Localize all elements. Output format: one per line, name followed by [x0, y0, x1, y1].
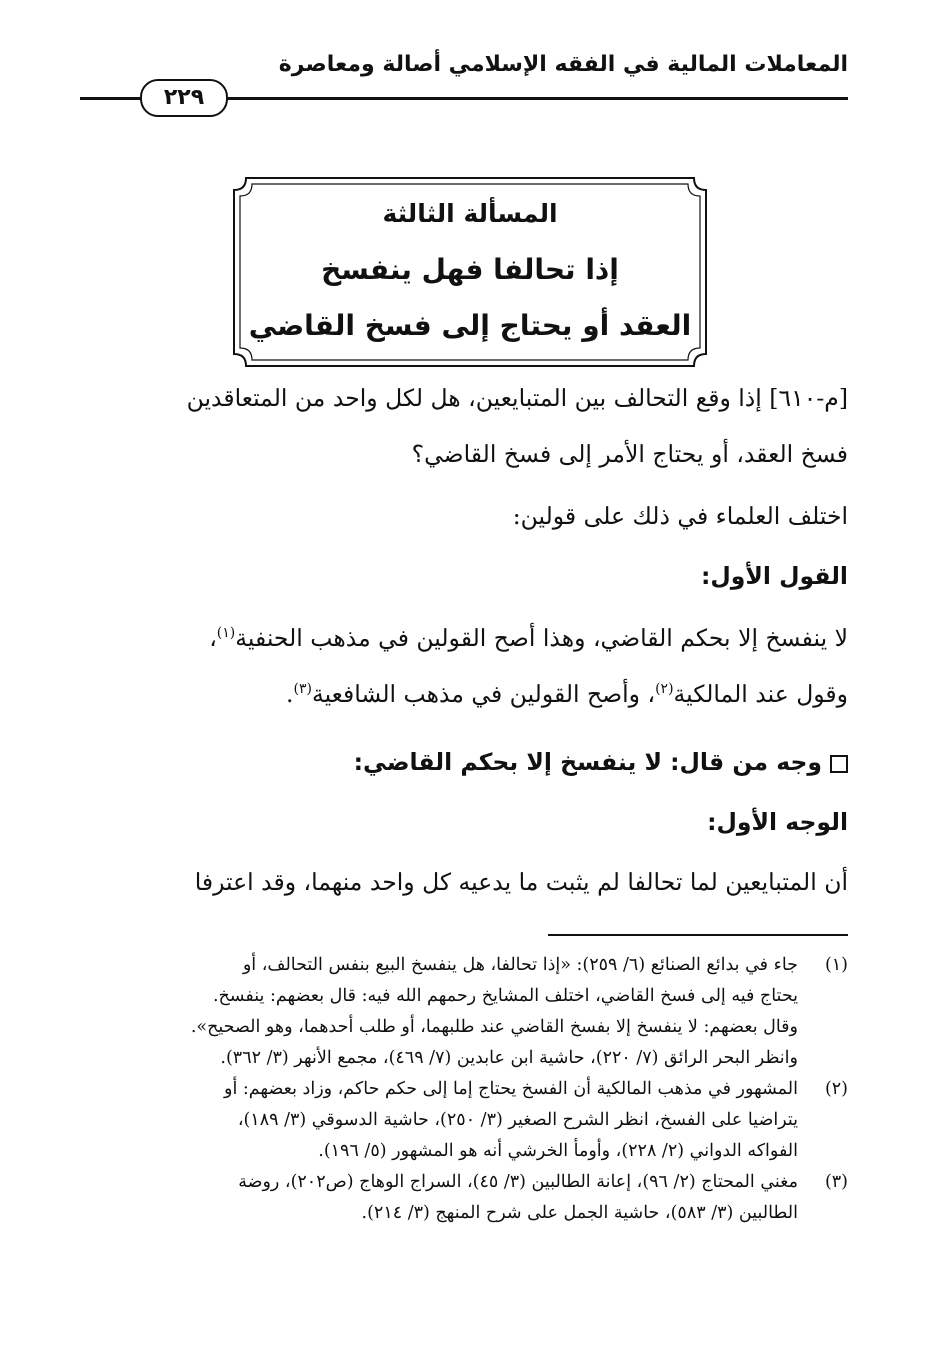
- p3-line-1-text: لا ينفسخ إلا بحكم القاضي، وهذا أصح القولين في مذهب الحنفية: [235, 624, 848, 652]
- p3-line-2-text-a: وقول عند المالكية: [673, 680, 848, 708]
- footnote-line: الفواكه الدواني (٢/ ٢٢٨)، وأومأ الخرشي أنه هو المشهور (٥/ ١٩٦).: [318, 1141, 798, 1161]
- title-line-2: إذا تحالفا فهل ينفسخ: [321, 253, 619, 286]
- running-title: المعاملات المالية في الفقه الإسلامي أصالة ومعاصرة: [278, 52, 848, 77]
- footnote-line: المشهور في مذهب المالكية أن الفسخ يحتاج إما إلى حكم حاكم، وزاد بعضهم: أو: [224, 1079, 798, 1099]
- title-line-3: العقد أو يحتاج إلى فسخ القاضي: [248, 309, 692, 342]
- p3-line-2-text-b: ، وأصح القولين في مذهب الشافعية: [311, 680, 656, 708]
- square-bullet-icon: [830, 755, 848, 773]
- footnote-line: وقال بعضهم: لا ينفسخ إلا بفسخ القاضي عند طلبهما، أو طلب أحدهما، وهو الصحيح».: [190, 1017, 798, 1037]
- title-line-1: المسألة الثالثة: [382, 199, 558, 228]
- footnote-separator: [548, 934, 848, 936]
- p3-line-2-end: .: [286, 680, 294, 708]
- paragraph-2: اختلف العلماء في ذلك على قولين:: [512, 502, 848, 530]
- footnote-ref-3: (٣): [293, 681, 312, 698]
- footnote-line: الطالبين (٣/ ٥٨٣)، حاشية الجمل على شرح المنهج (٣/ ٢١٤).: [361, 1203, 798, 1223]
- first-opinion-heading: القول الأول:: [700, 562, 848, 590]
- p3-line-1-end: ،: [209, 624, 217, 652]
- footnote-line: يتراضيا على الفسخ، انظر الشرح الصغير (٣/ ٢٥٠)، حاشية الدسوقي (٣/ ١٨٩)،: [237, 1110, 798, 1130]
- footnote-2: [76, 1074, 848, 1167]
- reason-heading-text: وجه من قال: لا ينفسخ إلا بحكم القاضي:: [353, 748, 822, 776]
- paragraph-1-line-1: [م-٦١٠] إذا وقع التحالف بين المتبايعين، هل لكل واحد من المتعاقدين: [186, 384, 848, 412]
- page-number: ٢٢٩: [140, 79, 228, 117]
- footnote-ref-2: (٢): [655, 681, 674, 698]
- footnote-line: مغني المحتاج (٢/ ٩٦)، إعانة الطالبين (٣/ ٤٥)، السراج الوهاج (ص٢٠٢)، روضة: [238, 1172, 798, 1192]
- footnote-line: وانظر البحر الرائق (٧/ ٢٢٠)، حاشية ابن عابدين (٧/ ٤٦٩)، مجمع الأنهر (٣/ ٣٦٢).: [220, 1048, 798, 1068]
- paragraph-4: أن المتبايعين لما تحالفا لم يثبت ما يدعيه كل واحد منهما، وقد اعترفا: [194, 868, 848, 896]
- footnote-3: [76, 1167, 848, 1229]
- paragraph-3-line-1: [76, 624, 848, 652]
- first-aspect-heading: الوجه الأول:: [707, 808, 848, 836]
- paragraph-3-line-2: [76, 680, 848, 708]
- footnote-1: [76, 950, 848, 1074]
- footnotes: [76, 950, 848, 1229]
- section-title-box: [228, 172, 712, 372]
- footnote-ref-1: (١): [216, 625, 236, 642]
- paragraph-1-line-2: فسخ العقد، أو يحتاج الأمر إلى فسخ القاضي؟: [411, 440, 848, 468]
- footnote-line: يحتاج فيه إلى فسخ القاضي، اختلف المشايخ رحمهم الله فيه: قال بعضهم: ينفسخ.: [212, 986, 798, 1006]
- footnote-number: (٣): [824, 1172, 848, 1192]
- footnote-line: جاء في بدائع الصنائع (٦/ ٢٥٩): «إذا تحالفا، هل ينفسخ البيع بنفس التحالف، أو: [242, 955, 798, 975]
- reason-heading: [76, 748, 848, 776]
- footnote-number: (٢): [824, 1079, 848, 1099]
- footnote-number: (١): [824, 955, 848, 975]
